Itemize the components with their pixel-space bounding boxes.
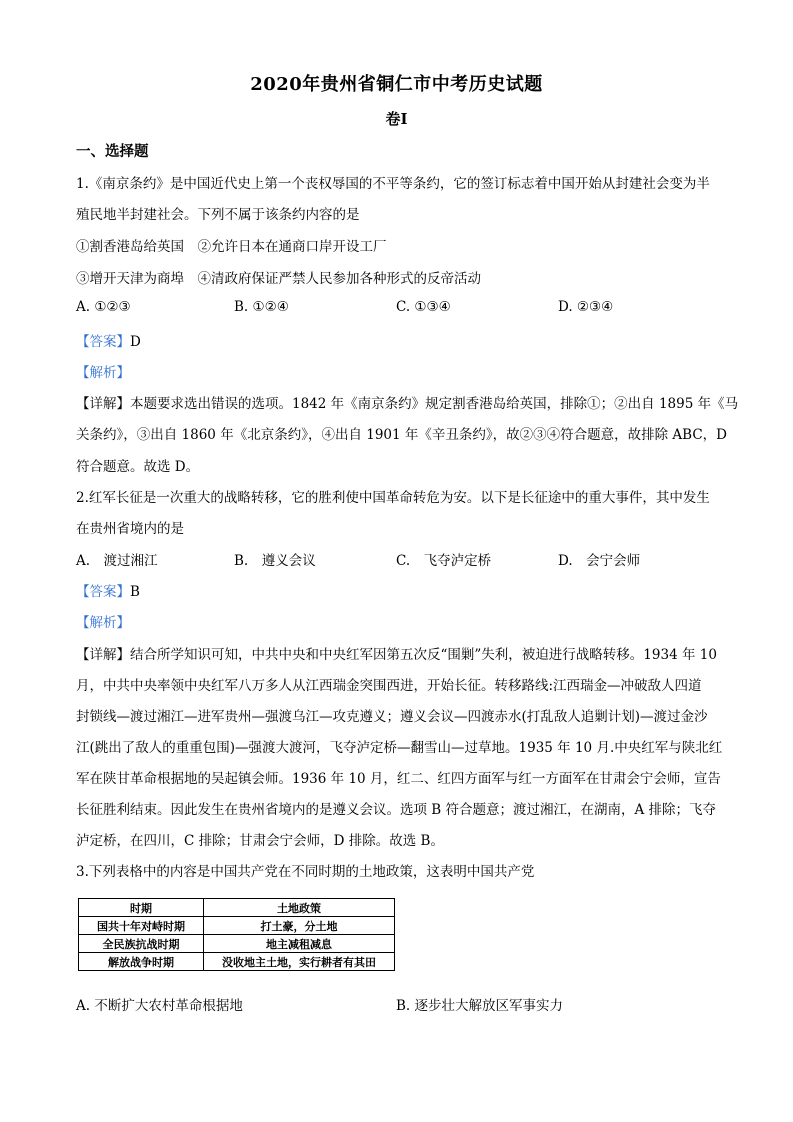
table-row <box>79 935 395 953</box>
answer-value: D <box>130 334 141 350</box>
q1-answer <box>76 330 722 350</box>
table-row <box>79 917 395 935</box>
land-policy-table <box>78 898 395 971</box>
table-cell: 地主减租减息 <box>204 935 395 953</box>
table-row <box>79 953 395 971</box>
q2-detail-line4: 江(跳出了敌人的重重包围)—强渡大渡河，飞夺泸定桥—翻雪山—过草地。1935 年 10 月.中央红军与陕北红 <box>76 740 723 756</box>
table-cell: 国共十年对峙时期 <box>79 917 204 935</box>
q1-item-line2: ③增开天津为商埠 ④清政府保证严禁人民参加各种形式的反帝活动 <box>76 271 481 287</box>
q1-option-d: D. ②③④ <box>558 299 614 315</box>
q1-option-a: A. ①②③ <box>76 299 131 315</box>
q1-detail-line2: 关条约》，③出自 1860 年《北京条约》，④出自 1901 年《辛丑条约》，故②③④符合题意，故排除 ABC，D <box>76 427 727 443</box>
q1-option-c: C. ①③④ <box>396 299 451 315</box>
q2-option-b: B. 遵义会议 <box>234 553 316 569</box>
section-heading: 一、选择题 <box>76 143 149 160</box>
q1-stem-line1: 1.《南京条约》是中国近代史上第一个丧权辱国的不平等条约，它的签订标志着中国开始从封建社会变为半 <box>76 176 710 192</box>
q3-option-a: A. 不断扩大农村革命根据地 <box>76 998 243 1014</box>
q3-stem: 3.下列表格中的内容是中国共产党在不同时期的土地政策，这表明中国共产党 <box>76 864 535 880</box>
table-header-row <box>79 899 395 917</box>
q2-detail-line6: 长征胜利结束。因此发生在贵州省境内的是遵义会议。选项 B 符合题意；渡过湘江，在湖南，A 排除；飞夺 <box>76 802 717 818</box>
q2-option-c: C. 飞夺泸定桥 <box>396 553 492 569</box>
answer-value: B <box>130 584 140 600</box>
table-header-cell: 土地政策 <box>204 899 395 917</box>
table-header-cell: 时期 <box>79 899 204 917</box>
table-cell: 没收地主土地，实行耕者有其田 <box>204 953 395 971</box>
answer-tag: 【答案】 <box>76 584 130 600</box>
q1-analysis-tag: 【解析】 <box>76 365 130 381</box>
table-cell: 打土豪，分土地 <box>204 917 395 935</box>
table-cell: 全民族抗战时期 <box>79 935 204 953</box>
q2-detail-line3: 封锁线—渡过湘江—进军贵州—强渡乌江—攻克遵义；遵义会议—四渡赤水(打乱敌人追剿计划)—渡过金沙 <box>76 709 708 725</box>
q2-analysis-tag: 【解析】 <box>76 615 130 631</box>
q2-option-d: D. 会宁会师 <box>558 553 641 569</box>
q2-detail-line2: 月，中共中央率领中央红军八万多人从江西瑞金突围西进，开始长征。转移路线:江西瑞金—冲破敌人四道 <box>76 678 702 694</box>
q2-answer <box>76 580 722 600</box>
q2-detail-line1: 【详解】结合所学知识可知，中共中央和中央红军因第五次反“围剿”失利，被迫进行战略转移。1934 年 10 <box>76 647 717 663</box>
q3-option-b: B. 逐步壮大解放区军事实力 <box>396 998 564 1014</box>
q2-detail-line7: 泸定桥，在四川，C 排除；甘肃会宁会师，D 排除。故选 B。 <box>76 833 444 849</box>
q1-stem-line2: 殖民地半封建社会。下列不属于该条约内容的是 <box>76 207 360 223</box>
page-title: 2020年贵州省铜仁市中考历史试题 <box>250 74 543 95</box>
q1-detail-line3: 符合题意。故选 D。 <box>76 459 200 475</box>
q1-item-line1: ①割香港岛给英国 ②允许日本在通商口岸开设工厂 <box>76 239 387 255</box>
table-cell: 解放战争时期 <box>79 953 204 971</box>
q2-stem-line1: 2.红军长征是一次重大的战略转移，它的胜利使中国革命转危为安。以下是长征途中的重大事件，其中发生 <box>76 490 710 506</box>
answer-tag: 【答案】 <box>76 334 130 350</box>
q2-option-a: A. 渡过湘江 <box>76 553 158 569</box>
q1-option-b: B. ①②④ <box>234 299 289 315</box>
q1-detail-line1: 【详解】本题要求选出错误的选项。1842 年《南京条约》规定割香港岛给英国，排除①；②出自 1895 年《马 <box>76 396 739 412</box>
volume-label: 卷Ⅰ <box>385 110 408 128</box>
q2-detail-line5: 军在陕甘革命根据地的吴起镇会师。1936 年 10 月，红二、红四方面军与红一方面军在甘肃会宁会师，宣告 <box>76 771 721 787</box>
q2-stem-line2: 在贵州省境内的是 <box>76 521 184 537</box>
